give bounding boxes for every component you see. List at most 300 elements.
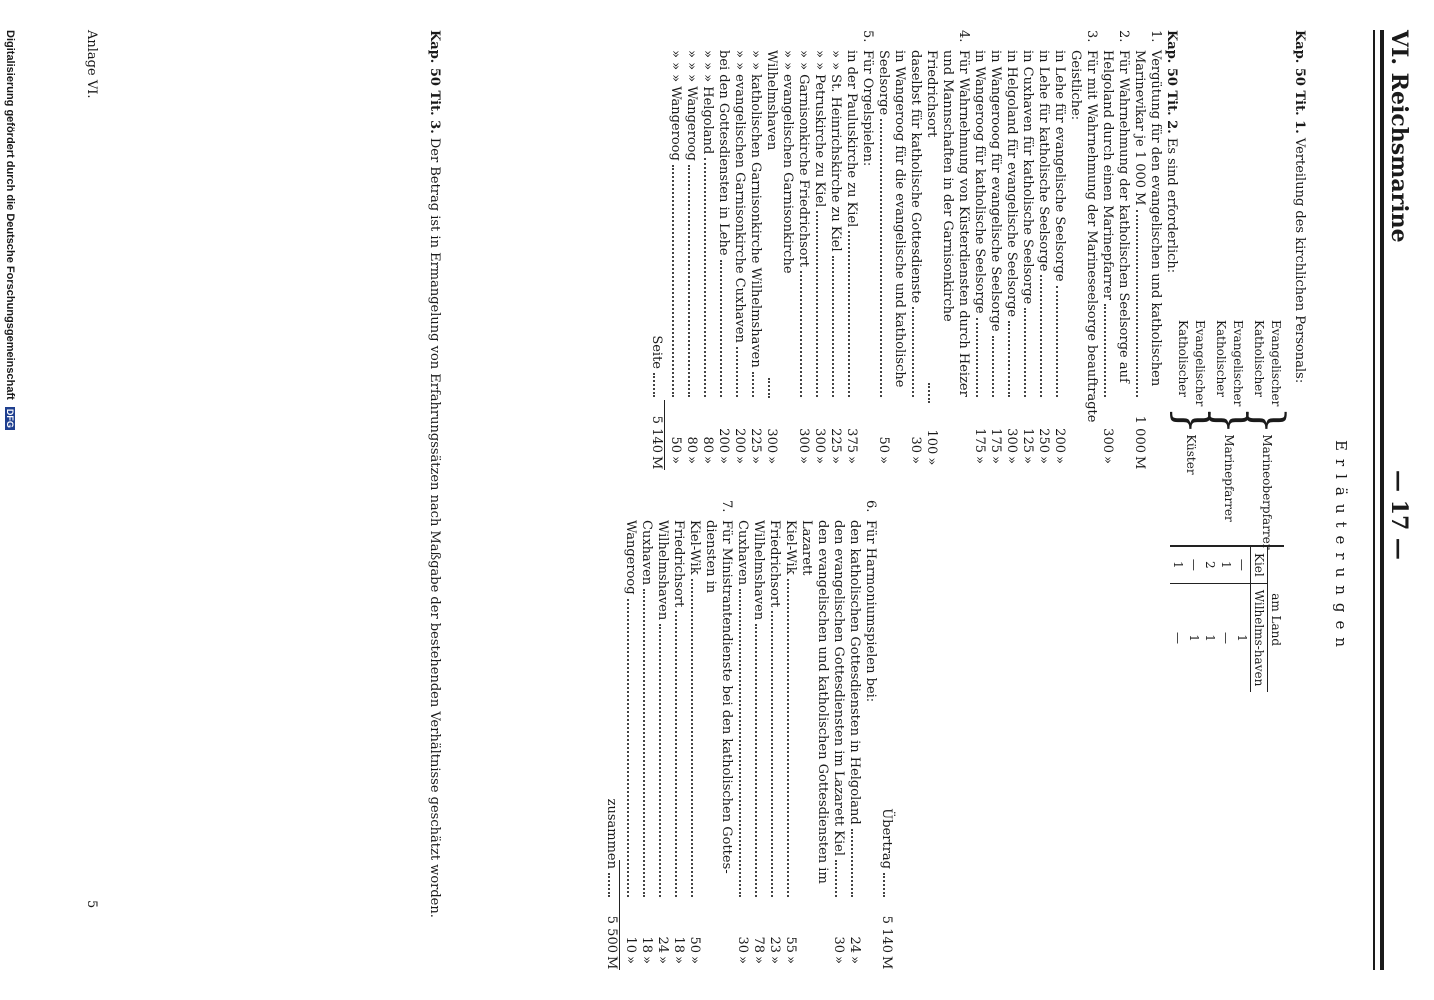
item-amount-row: [830, 520, 846, 970]
item-unit: »: [767, 956, 782, 964]
leader-dots: [720, 260, 722, 397]
item-text: in Cuxhaven für katholische Seelsorge: [1020, 50, 1035, 305]
item-unit: »: [972, 456, 987, 464]
item-amount: 80: [700, 436, 715, 453]
item-number: [766, 500, 782, 520]
item-unit: »: [783, 956, 798, 964]
leader-dots: [1056, 286, 1058, 397]
item-amount-row: [683, 50, 699, 470]
item-amount-row: [875, 50, 891, 470]
item-unit: »: [764, 456, 779, 465]
item-number: [811, 30, 827, 50]
item-amount: 30: [908, 436, 923, 453]
role-group: Evangelischer Katholischer } Marinepfarrer: [1204, 320, 1255, 522]
item-number: [1051, 30, 1067, 50]
list-item: [766, 500, 782, 970]
item-unit: »: [732, 456, 747, 464]
table-row: 1 —: [1170, 546, 1186, 692]
page-total: Seite 5 140 M: [649, 335, 664, 470]
item-number: 3.: [1084, 30, 1099, 43]
header-rule-thin: [1373, 30, 1375, 970]
item-amount-row: [1099, 50, 1115, 470]
right-items: [622, 500, 878, 970]
list-item: [734, 500, 750, 970]
item-amount-row: [766, 520, 782, 970]
item-amount-row: [1131, 50, 1147, 470]
leader-dots: [704, 158, 706, 397]
item-amount-row: [907, 50, 923, 470]
item-text: Wilhelmshaven: [655, 520, 670, 621]
item-text: in Wangerooog für evangelische Seelsorge: [988, 50, 1003, 332]
list-item: [843, 30, 875, 470]
item-amount: 30: [735, 936, 750, 953]
leader-dots: [659, 624, 661, 897]
item-amount: 200: [1052, 428, 1067, 453]
item-text: Geistliche:: [1068, 50, 1083, 121]
item-text: Helgoland durch einen Marinepfarrer: [1100, 50, 1115, 300]
item-text: Friedrichsort: [767, 520, 782, 608]
list-item: [1003, 30, 1019, 470]
item-amount-row: [654, 520, 670, 970]
item-number: [763, 30, 795, 50]
item-number: [715, 30, 731, 50]
item-text-row: [814, 520, 830, 970]
item-number: [638, 500, 654, 520]
list-item: [1035, 30, 1051, 470]
item-amount: 125: [1020, 428, 1035, 453]
item-amount-row: [750, 520, 766, 970]
item-amount-row: [987, 50, 1003, 470]
sum-rule: [619, 860, 620, 970]
item-number: [686, 500, 702, 520]
role-group: Evangelischer Katholischer } Marineoberpfarrer: [1242, 320, 1293, 550]
item-amount-row: [846, 520, 862, 970]
item-text-row: [1083, 50, 1099, 470]
item-text: Für Wahrnehmung von Küsterdiensten durch Heizer: [956, 50, 971, 397]
item-number: [1003, 30, 1019, 50]
item-text-row: [702, 520, 718, 970]
item-unit: »: [639, 956, 654, 964]
list-item: [750, 500, 766, 970]
item-amount: 175: [972, 428, 987, 453]
item-unit: »: [668, 456, 683, 464]
list-item: [622, 500, 638, 970]
leader-dots: [1008, 321, 1010, 397]
tit3-text: Der Betrag ist in Ermangelung von Erfahrungssätzen nach Maßgabe der bestehenden Verhältnisse geschätzt worden.: [427, 137, 442, 918]
leader-dots: [643, 589, 645, 897]
item-number: 6.: [863, 500, 878, 513]
leader-dots: [1024, 308, 1026, 397]
leader-dots: [688, 165, 690, 397]
carry-over: Übertrag 5 140 M: [879, 808, 894, 970]
item-unit: »: [751, 956, 766, 964]
list-item: [827, 30, 843, 470]
item-amount: 375: [844, 428, 859, 453]
item-amount-row: [747, 50, 763, 470]
table-row: — 1: [1186, 546, 1202, 692]
item-number: [875, 30, 907, 50]
item-unit: »: [924, 457, 939, 466]
list-item: [683, 30, 699, 470]
item-number: [622, 500, 638, 520]
item-amount: 24: [655, 936, 670, 953]
item-text: den katholischen Gottesdiensten in Helgoland: [847, 520, 862, 825]
item-text: Vergütung für den evangelischen und katholischen: [1148, 50, 1163, 387]
role-groups: [1166, 320, 1293, 550]
list-item: [782, 500, 798, 970]
item-amount: 30: [831, 936, 846, 953]
item-text: in Wangeroog für katholische Seelsorge: [972, 50, 987, 314]
list-item: [1067, 30, 1099, 470]
item-amount-row: [731, 50, 747, 470]
item-text: » » evangelischen Garnisonkirche Cuxhaven: [732, 50, 747, 343]
item-unit: »: [828, 456, 843, 464]
item-amount: 300: [1100, 428, 1115, 453]
item-amount-row: [1019, 50, 1035, 470]
table-row: — 1: [1234, 546, 1251, 692]
leader-dots: [771, 611, 773, 897]
item-unit: »: [812, 456, 827, 464]
item-text-row: [862, 520, 878, 970]
list-item: [654, 500, 670, 970]
item-text: » » evangelischen Garnisonkirche Wilhelmshaven: [764, 50, 795, 274]
item-amount-row: [670, 520, 686, 970]
leader-dots: [880, 119, 882, 397]
item-amount: 250: [1036, 428, 1051, 453]
leader-dots: [835, 860, 837, 897]
item-unit: »: [831, 956, 846, 964]
item-unit: »: [796, 456, 811, 464]
item-amount-row: [1035, 50, 1051, 470]
list-item: [830, 500, 846, 970]
item-text: » » St. Heinrichskirche zu Kiel: [828, 50, 843, 252]
item-text-row: [1067, 50, 1083, 470]
item-amount-row: [667, 50, 683, 470]
item-text-row: [1115, 50, 1131, 470]
list-item: [795, 30, 811, 470]
leader-dots: [1104, 304, 1106, 397]
item-amount: 200: [716, 428, 731, 453]
funding-note: Digitalisierung gefördert durch die Deutsche Forschungsgemeinschaft DFG: [4, 30, 16, 428]
item-amount-row: [843, 50, 859, 470]
column-header: Kiel: [1251, 546, 1268, 583]
item-number: 4.: [956, 30, 971, 43]
item-text: und Mannschaften in der Garnisonkirche Friedrichsort: [924, 50, 955, 322]
list-item: [699, 30, 715, 470]
item-number: [750, 500, 766, 520]
item-amount: 23: [767, 936, 782, 953]
item-text: Wilhelmshaven: [751, 520, 766, 621]
item-unit: »: [716, 456, 731, 464]
item-number: [987, 30, 1003, 50]
item-number: 7.: [719, 500, 734, 513]
item-text: diensten in: [703, 520, 718, 594]
item-number: [734, 500, 750, 520]
item-text: daselbst für katholische Gottesdienste: [908, 50, 923, 304]
item-unit: »: [1004, 456, 1019, 464]
right-column: [603, 500, 894, 970]
item-amount: 300: [764, 428, 779, 454]
list-item: [667, 30, 683, 470]
list-item: [907, 30, 923, 470]
item-unit: »: [988, 456, 1003, 464]
item-text: Cuxhaven: [735, 520, 750, 586]
table-row: 2 1: [1202, 546, 1218, 692]
item-unit: »: [684, 456, 699, 464]
list-item: [670, 500, 686, 970]
item-unit: »: [748, 456, 763, 464]
tit2-heading: Kap. 50 Tit. 2.: [1164, 30, 1179, 134]
item-text: Lazarett: [799, 520, 814, 576]
item-number: [830, 500, 846, 520]
item-unit: »: [1052, 456, 1067, 464]
list-item: [763, 30, 795, 470]
list-item: [1051, 30, 1067, 470]
item-amount-row: [827, 50, 843, 470]
subtitle: Erläuterungen: [1332, 440, 1350, 656]
role-group: Evangelischer Katholischer } Küster: [1166, 320, 1217, 475]
item-text: » » » Wangeroog: [668, 50, 683, 161]
item-amount: 1 000: [1132, 415, 1147, 453]
item-number: [782, 500, 798, 520]
item-amount-row: [699, 50, 715, 470]
item-unit: »: [876, 456, 891, 464]
item-text: in Lehe für evangelische Seelsorge: [1052, 50, 1067, 282]
item-amount: 10: [623, 936, 638, 953]
item-text: Kiel-Wik: [687, 520, 702, 575]
leader-dots: [768, 378, 770, 398]
item-number: [683, 30, 699, 50]
item-text: » » katholischen Garnisonkirche Wilhelmshaven: [748, 50, 763, 368]
item-amount: 50: [876, 436, 891, 453]
list-item: [875, 30, 907, 470]
list-item: [702, 500, 734, 970]
item-number: 2.: [1116, 30, 1131, 43]
leader-dots: [800, 271, 802, 397]
tit1-heading: Kap. 50 Tit. 1.: [1292, 30, 1307, 134]
item-number: 1.: [1148, 30, 1163, 43]
item-amount: 18: [639, 936, 654, 953]
item-amount: 225: [748, 428, 763, 453]
tit3-heading: Kap. 50 Tit. 3.: [427, 30, 442, 134]
brace-icon: }: [1242, 406, 1293, 435]
list-item: [923, 30, 971, 470]
item-amount-row: [782, 520, 798, 970]
item-amount: 80: [684, 436, 699, 453]
item-text: Wangeroog: [623, 520, 638, 595]
item-text: Für mit Wahrnehmung der Marineseelsorge beauftragte: [1084, 50, 1099, 423]
tit2-heading-line: [1163, 30, 1179, 470]
tit1-line: [1291, 30, 1307, 383]
item-number: [747, 30, 763, 50]
grand-total: zusammen 5 500 M: [604, 798, 619, 970]
item-amount-row: [638, 520, 654, 970]
item-amount: 200: [732, 428, 747, 453]
item-text: Cuxhaven: [639, 520, 654, 586]
page-number: — 17 —: [1386, 470, 1412, 560]
item-amount: 300: [796, 428, 811, 453]
leader-dots: [832, 256, 834, 397]
list-item: [1099, 30, 1131, 470]
tit2-items: [667, 30, 1163, 470]
item-text: Kiel-Wik: [783, 520, 798, 575]
brace-icon: }: [1166, 406, 1217, 435]
item-amount-row: [686, 520, 702, 970]
section-title: VI. Reichsmarine: [1386, 30, 1412, 243]
item-text: Seelsorge: [876, 50, 891, 116]
item-unit: »: [623, 956, 638, 964]
list-item: [798, 500, 830, 970]
sheet-mark: 5: [84, 900, 99, 909]
leader-dots: [848, 231, 850, 397]
list-item: [747, 30, 763, 470]
leader-dots: [755, 624, 757, 897]
leader-dots: [675, 611, 677, 897]
item-unit: »: [687, 956, 702, 964]
item-unit: »: [1100, 456, 1115, 464]
appendix-label: Anlage VI.: [84, 30, 99, 99]
item-number: [731, 30, 747, 50]
item-amount: 300: [812, 428, 827, 453]
item-amount: 50: [687, 936, 702, 953]
item-unit: »: [735, 956, 750, 964]
item-text: » » » Wangeroog: [684, 50, 699, 161]
item-amount-row: [715, 50, 731, 470]
item-text: in Helgoland für evangelische Seelsorge: [1004, 50, 1019, 318]
item-text: » » Petruskirche zu Kiel: [812, 50, 827, 208]
table-row: 1 —: [1218, 546, 1234, 692]
item-unit: »: [1036, 456, 1051, 464]
dfg-logo-icon: DFG: [5, 408, 15, 428]
header-rule-thick: [1380, 30, 1384, 970]
item-text-row: [798, 520, 814, 970]
item-number: [699, 30, 715, 50]
item-amount: 24: [847, 936, 862, 953]
leader-dots: [1136, 210, 1138, 398]
item-unit: M: [1132, 456, 1147, 470]
item-text: » » » Helgoland: [700, 50, 715, 155]
leader-dots: [851, 829, 853, 897]
list-item: [987, 30, 1003, 470]
item-text: Friedrichsort: [671, 520, 686, 608]
item-text-row: [1147, 50, 1163, 470]
list-item: [846, 500, 878, 970]
item-unit: »: [847, 956, 862, 964]
item-text: in Wangeroog für die evangelische und katholische: [892, 50, 907, 388]
item-number: 5.: [860, 30, 875, 43]
list-item: [971, 30, 987, 470]
item-amount-row: [923, 50, 955, 470]
list-item: [686, 500, 702, 970]
leader-dots: [976, 318, 978, 397]
item-text: den evangelischen Gottesdiensten im Lazarett Kiel: [831, 520, 846, 857]
sum-rule: [664, 400, 665, 470]
item-text-row: [891, 50, 907, 470]
item-number: [795, 30, 811, 50]
item-amount-row: [622, 520, 638, 970]
leader-dots: [752, 372, 754, 397]
list-item: [638, 500, 654, 970]
item-amount: 175: [988, 428, 1003, 453]
leader-dots: [736, 347, 738, 397]
leader-dots: [691, 579, 693, 897]
item-text: Für Harmoniumspielen bei:: [863, 520, 878, 703]
table-title: am Land: [1268, 546, 1285, 692]
distribution-table: [1170, 545, 1284, 692]
leader-dots: [627, 599, 629, 897]
item-amount: 300: [1004, 428, 1019, 453]
column-header: Wilhelms-haven: [1251, 583, 1268, 692]
item-amount-row: [795, 50, 811, 470]
tit2-intro: Es sind erforderlich:: [1164, 137, 1179, 274]
item-text: in Lehe für katholische Seelsorge: [1036, 50, 1051, 272]
leader-dots: [992, 336, 994, 397]
item-number: [907, 30, 923, 50]
item-amount: 225: [828, 428, 843, 453]
item-text-row: [955, 50, 971, 470]
item-unit: »: [671, 956, 686, 964]
item-amount: 55: [783, 936, 798, 953]
item-amount: 78: [751, 936, 766, 953]
item-amount-row: [1003, 50, 1019, 470]
leader-dots: [672, 165, 674, 397]
item-text-row: [718, 520, 734, 970]
brace-icon: }: [1204, 406, 1255, 435]
list-item: [1019, 30, 1035, 470]
item-amount-row: [734, 520, 750, 970]
leader-dots: [739, 589, 741, 897]
item-unit: »: [700, 456, 715, 464]
item-amount-row: [971, 50, 987, 470]
item-text: Marinevikar je 1 000 M: [1132, 50, 1147, 206]
item-unit: »: [1020, 456, 1035, 464]
leader-dots: [1040, 275, 1042, 397]
item-number: [1035, 30, 1051, 50]
item-amount-row: [811, 50, 827, 470]
item-amount: 100: [924, 429, 939, 455]
item-text: Für Wahrnehmung der katholischen Seelsorge auf: [1116, 50, 1131, 383]
leader-dots: [816, 211, 818, 397]
item-number: [1019, 30, 1035, 50]
leader-dots: [928, 383, 930, 403]
leader-dots: [787, 579, 789, 897]
item-unit: »: [844, 456, 859, 464]
list-item: [731, 30, 747, 470]
item-amount: 18: [671, 936, 686, 953]
item-amount: 50: [668, 436, 683, 453]
list-item: [715, 30, 731, 470]
list-item: [1131, 30, 1163, 470]
list-item: [811, 30, 827, 470]
item-amount-row: [1051, 50, 1067, 470]
tit3-line: [426, 30, 442, 918]
tit1-text: Verteilung des kirchlichen Personals:: [1292, 137, 1307, 384]
item-text: » » Garnisonkirche Friedrichsort: [796, 50, 811, 268]
item-number: [670, 500, 686, 520]
leader-dots: [912, 307, 914, 397]
item-text: Für Orgelspielen:: [860, 50, 875, 167]
item-number: [667, 30, 683, 50]
item-text: Für Ministrantendienste bei den katholischen Gottes-: [719, 520, 734, 874]
item-number: [654, 500, 670, 520]
item-number: [798, 500, 830, 520]
item-amount-row: [763, 50, 795, 470]
item-text: den evangelischen und katholischen Gottesdiensten im: [815, 520, 830, 884]
item-text: bei den Gottesdiensten in Lehe: [716, 50, 731, 256]
item-number: [827, 30, 843, 50]
item-unit: »: [908, 456, 923, 464]
item-number: [971, 30, 987, 50]
